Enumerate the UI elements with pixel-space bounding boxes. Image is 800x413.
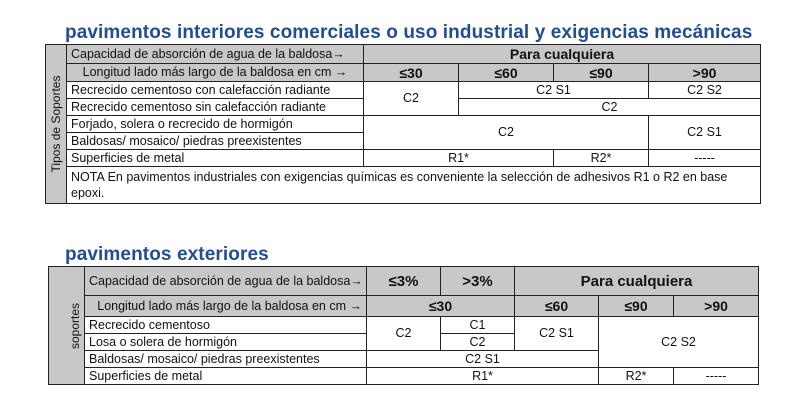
cell-value: C2 — [441, 334, 515, 351]
side-label-cell — [46, 45, 67, 204]
exterior-table — [48, 266, 759, 385]
length-gt90: >90 — [649, 64, 761, 82]
interior-table — [45, 44, 761, 204]
cell-value: R1* — [364, 150, 554, 167]
cell-value: C2 S1 — [459, 82, 649, 99]
length-label: Longitud lado más largo de la baldosa en cm → — [85, 296, 367, 317]
section2-title: pavimentos exteriores — [65, 244, 269, 265]
row-label: Recrecido cementoso sin calefacción radiante — [67, 99, 364, 116]
absorption-label: Capacidad de absorción de agua de la baldosa→ — [67, 45, 364, 64]
length-le60: ≤60 — [459, 64, 554, 82]
section1-title: pavimentos interiores comerciales o uso industrial y exigencias mecánicas — [65, 22, 753, 43]
cell-value: C2 — [364, 82, 459, 116]
cell-value: C2 S1 — [649, 116, 761, 150]
cell-value: C2 S1 — [367, 351, 599, 368]
cell-value: C2 — [459, 99, 761, 116]
cell-value: C2 S2 — [649, 82, 761, 99]
cell-value: R1* — [367, 368, 599, 385]
cell-value: C2 S1 — [515, 317, 599, 351]
absorption-value: Para cualquiera — [364, 45, 761, 64]
absorption-le3: ≤3% — [367, 267, 441, 296]
cell-value: C2 — [364, 116, 649, 150]
row-label: Superficies de metal — [67, 150, 364, 167]
cell-value: C1 — [441, 317, 515, 334]
row-label: Baldosas/ mosaico/ piedras preexistentes — [85, 351, 367, 368]
side-label: soportes — [68, 302, 83, 349]
absorption-value: Para cualquiera — [515, 267, 759, 296]
length-gt90: >90 — [674, 296, 759, 317]
length-le90: ≤90 — [554, 64, 649, 82]
absorption-gt3: >3% — [441, 267, 515, 296]
row-label: Baldosas/ mosaico/ piedras preexistentes — [67, 133, 364, 150]
row-label: Recrecido cementoso — [85, 317, 367, 334]
row-label: Recrecido cementoso con calefacción radiante — [67, 82, 364, 99]
length-le90: ≤90 — [599, 296, 674, 317]
row-label: Forjado, solera o recrecido de hormigón — [67, 116, 364, 133]
cell-value: C2 S2 — [599, 317, 759, 368]
absorption-label: Capacidad de absorción de agua de la baldosa→ — [85, 267, 367, 296]
cell-value: ----- — [649, 150, 761, 167]
length-le30: ≤30 — [367, 296, 515, 317]
cell-value: ----- — [674, 368, 759, 385]
side-label-cell — [49, 267, 85, 385]
length-le30: ≤30 — [364, 64, 459, 82]
row-label: Superficies de metal — [85, 368, 367, 385]
cell-value: R2* — [554, 150, 649, 167]
length-label: Longitud lado más largo de la baldosa en cm → — [67, 64, 364, 82]
note: NOTA En pavimentos industriales con exigencias químicas es conveniente la selección de adhesivos R1 o R2 en base epoxi. — [67, 167, 761, 204]
cell-value: R2* — [599, 368, 674, 385]
row-label: Losa o solera de hormigón — [85, 334, 367, 351]
cell-value: C2 — [367, 317, 441, 351]
length-le60: ≤60 — [515, 296, 599, 317]
side-label: Tipos de Soportes — [49, 75, 63, 173]
